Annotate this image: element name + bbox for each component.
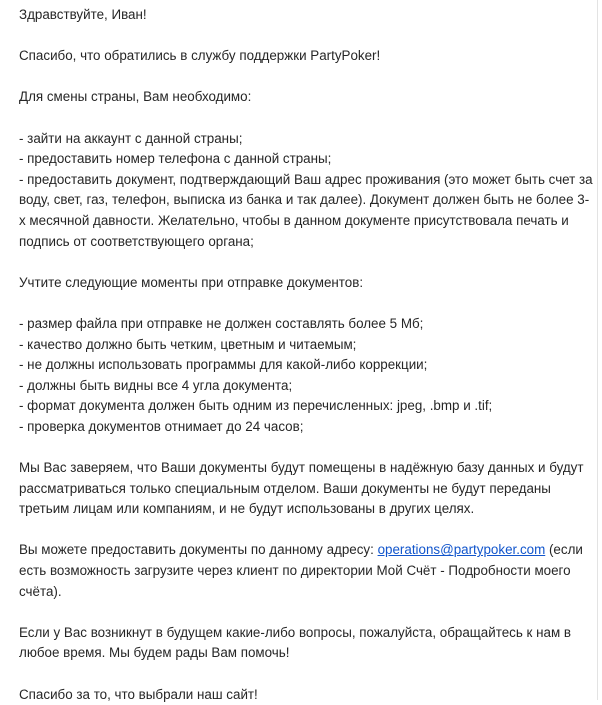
spacer <box>19 437 591 458</box>
spacer <box>19 664 591 685</box>
email-body <box>19 5 591 705</box>
submit-prefix: Вы можете предоставить документы по данному адресу: <box>19 542 378 558</box>
list-item: - должны быть видны все 4 угла документа; <box>19 377 293 393</box>
list-item: - размер файла при отправке не должен составлять более 5 Мб; <box>19 315 424 331</box>
paragraph-line: Если у Вас возникнут в будущем какие-либо вопросы, пожалуйста, обращайтесь к нам в <box>19 624 572 640</box>
list-item: подпись от соответствующего органа; <box>19 233 254 249</box>
thanks-line: Спасибо, что обратились в службу поддержки PartyPoker! <box>19 48 381 64</box>
submit-paragraph <box>19 540 591 602</box>
list-item: - качество должно быть четким, цветным и читаемым; <box>19 336 357 352</box>
requirements-list <box>19 129 591 253</box>
questions-paragraph <box>19 623 591 664</box>
spacer <box>19 293 591 314</box>
list-item: - зайти на аккаунт с данной страны; <box>19 130 243 146</box>
assurance-paragraph <box>19 458 591 520</box>
paragraph-line <box>19 540 591 561</box>
greeting: Здравствуйте, Иван! <box>19 7 147 22</box>
spacer <box>19 67 591 88</box>
spacer <box>19 602 591 623</box>
spacer <box>19 26 591 47</box>
operations-email-link[interactable]: operations@partypoker.com <box>377 542 546 558</box>
list-item: - предоставить номер телефона с данной страны; <box>19 151 332 167</box>
docs-intro: Учтите следующие моменты при отправке документов: <box>19 274 364 290</box>
list-item: - не должны использовать программы для какой-либо коррекции; <box>19 357 428 373</box>
spacer <box>19 108 591 129</box>
paragraph-line: счёта). <box>19 583 62 599</box>
paragraph-line: третьим лицам или компаниям, и не будут использованы в других целях. <box>19 501 475 517</box>
list-item: - предоставить документ, подтверждающий Ваш адрес проживания (это может быть счет за <box>19 171 593 187</box>
spacer <box>19 520 591 541</box>
paragraph-line: есть возможность загрузите через клиент по директории Мой Счёт - Подробности моего <box>19 563 571 579</box>
closing-line: Спасибо за то, что выбрали наш сайт! <box>19 686 258 702</box>
list-item: - проверка документов отнимает до 24 часов; <box>19 418 304 434</box>
paragraph-line: Мы Вас заверяем, что Ваши документы будут помещены в надёжную базу данных и будут <box>19 460 584 476</box>
doc-rules-list <box>19 314 591 438</box>
change-country-intro: Для смены страны, Вам необходимо: <box>19 89 252 105</box>
list-item: - формат документа должен быть одним из перечисленных: jpeg, .bmp и .tif; <box>19 398 493 414</box>
spacer <box>19 252 591 273</box>
list-item: х месячной давности. Желательно, чтобы в данном документе присутствовала печать и <box>19 212 569 228</box>
list-item: воду, свет, газ, телефон, выписка из банка и так далее). Документ должен быть не более 3- <box>19 192 590 208</box>
paragraph-line: рассматриваться только специальным отделом. Ваши документы не будут переданы <box>19 480 551 496</box>
submit-suffix: (если <box>545 542 583 558</box>
paragraph-line: любое время. Мы будем рады Вам помочь! <box>19 645 290 661</box>
